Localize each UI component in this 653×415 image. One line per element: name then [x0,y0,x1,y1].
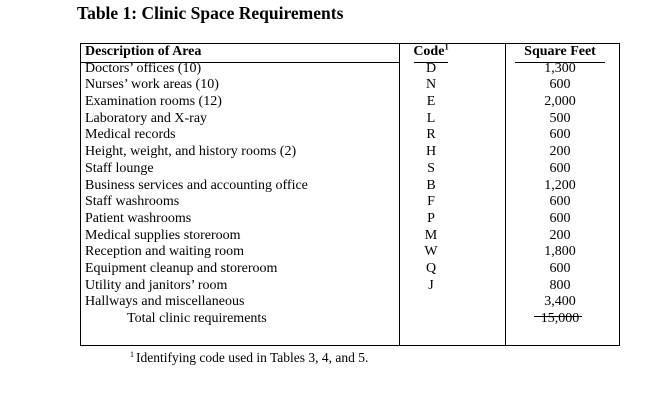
table-total-row [0,311,653,328]
table-row [0,261,653,278]
area-description: Medical records [85,127,176,143]
area-description: Staff washrooms [85,194,180,210]
table-row [0,278,653,295]
table-body [0,41,653,328]
area-description: Equipment cleanup and storeroom [85,260,278,276]
column-header-square-feet: Square Feet [524,44,596,59]
area-square-feet: 1,200 [544,177,576,193]
footnote-text: Identifying code used in Tables 3, 4, and 5. [136,350,369,365]
table-row [0,77,653,94]
table-row [0,127,653,144]
area-code: M [424,227,438,243]
area-description: Hallways and miscellaneous [85,294,245,310]
table-row [0,94,653,111]
area-description: Staff lounge [85,160,154,176]
area-square-feet: 600 [549,260,571,276]
area-code: R [426,127,436,143]
area-square-feet: 1,800 [544,244,576,260]
area-code: F [427,194,435,210]
area-square-feet: 3,400 [544,294,576,310]
table-row [0,294,653,311]
area-square-feet: 800 [549,277,571,293]
area-square-feet: 600 [549,77,571,93]
table-row [0,144,653,161]
area-code: Q [425,260,437,276]
column-header-description: Description of Area [85,44,202,59]
area-code: J [428,277,434,293]
area-code: L [426,110,436,126]
area-code: P [427,210,435,226]
area-code: B [426,177,436,193]
total-description: Total clinic requirements [127,311,267,326]
table-footnote [130,350,368,366]
area-description: Doctors’ offices (10) [85,60,202,76]
area-square-feet: 200 [549,144,571,160]
area-description: Nurses’ work areas (10) [85,77,219,93]
table-row [0,178,653,195]
area-square-feet: 600 [549,210,571,226]
total-square-feet: 15,000 [540,311,580,326]
area-description: Patient washrooms [85,210,192,226]
area-code: H [425,144,437,160]
area-square-feet: 200 [549,227,571,243]
area-square-feet: 2,000 [544,94,576,110]
area-description: Utility and janitors’ room [85,277,228,293]
table-row [0,194,653,211]
area-code: E [426,94,436,110]
area-description: Reception and waiting room [85,244,245,260]
area-description: Business services and accounting office [85,177,308,193]
area-code: N [425,77,437,93]
column-header-code [399,41,463,61]
table-row [0,161,653,178]
area-square-feet: 600 [549,127,571,143]
area-code: D [425,60,437,76]
area-description: Examination rooms (12) [85,94,222,110]
area-description: Medical supplies storeroom [85,227,241,243]
column-header-code-label: Code [413,44,445,59]
table-header-row [0,41,653,61]
area-code: S [427,160,435,176]
area-code: W [424,244,438,260]
area-square-feet: 500 [549,110,571,126]
footnote-mark: 1 [130,349,134,359]
footnote-marker: 1 [444,41,449,52]
area-square-feet: 600 [549,194,571,210]
table-row [0,211,653,228]
area-square-feet: 600 [549,160,571,176]
area-square-feet: 1,300 [544,60,576,76]
table-row [0,111,653,128]
table-row [0,61,653,78]
area-description: Laboratory and X-ray [85,110,208,126]
table-title: Table 1: Clinic Space Requirements [77,3,344,23]
table-row [0,228,653,245]
area-description: Height, weight, and history rooms (2) [85,144,297,160]
table-row [0,244,653,261]
